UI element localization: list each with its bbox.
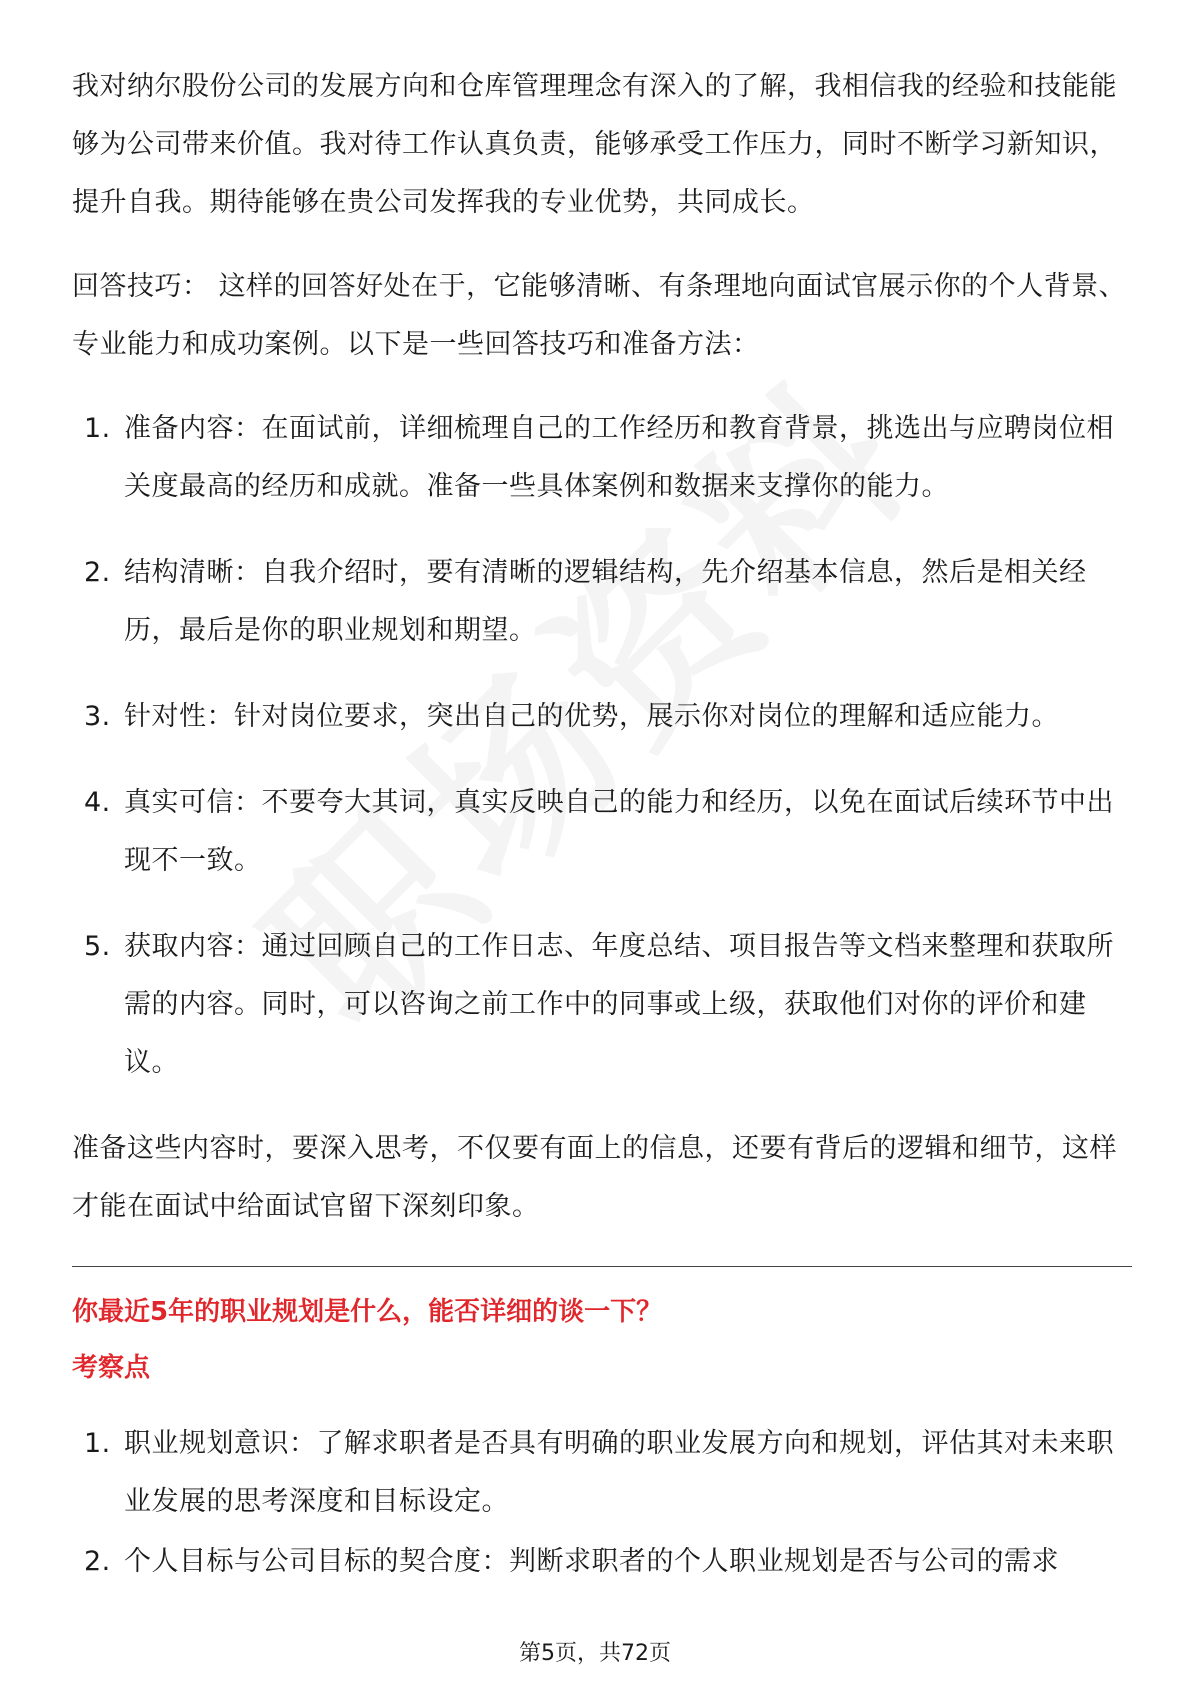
list-item-text: 针对性：针对岗位要求，突出自己的优势，展示你对岗位的理解和适应能力。 [124, 701, 1059, 732]
tips-paragraph: 回答技巧： 这样的回答好处在于，它能够清晰、有条理地向面试官展示你的个人背景、专业能力和成功案例。以下是一些回答技巧和准备方法： [72, 271, 1127, 360]
points-list [72, 1415, 1132, 1591]
list-item-text: 获取内容：通过回顾自己的工作日志、年度总结、项目报告等文档来整理和获取所需的内容。同时，可以咨询之前工作中的同事或上级，获取他们对你的评价和建议。 [124, 931, 1114, 1078]
tips-list [72, 400, 1132, 1092]
list-item [72, 774, 1132, 890]
page-footer: 第5页，共72页 [519, 1641, 671, 1666]
list-item-text: 职业规划意识：了解求职者是否具有明确的职业发展方向和规划，评估其对未来职业发展的思考深度和目标设定。 [124, 1428, 1114, 1517]
list-item-text: 结构清晰：自我介绍时，要有清晰的逻辑结构，先介绍基本信息，然后是相关经历，最后是你的职业规划和期望。 [124, 557, 1087, 646]
list-number: 1. [84, 413, 111, 444]
section-divider [72, 1266, 1132, 1267]
list-item [72, 400, 1132, 516]
closing-paragraph: 准备这些内容时，要深入思考，不仅要有面上的信息，还要有背后的逻辑和细节，这样才能在面试中给面试官留下深刻印象。 [72, 1133, 1117, 1222]
list-item-text: 准备内容：在面试前，详细梳理自己的工作经历和教育背景，挑选出与应聘岗位相关度最高的经历和成就。准备一些具体案例和数据来支撑你的能力。 [124, 413, 1114, 502]
list-number: 4. [84, 787, 111, 818]
list-number: 3. [84, 701, 111, 732]
list-number: 2. [84, 1546, 111, 1577]
page-content [72, 58, 1132, 1593]
list-item-text: 个人目标与公司目标的契合度：判断求职者的个人职业规划是否与公司的需求 [124, 1546, 1059, 1577]
section-label: 考察点 [72, 1353, 151, 1383]
list-item [72, 918, 1132, 1092]
list-item [72, 1533, 1132, 1591]
list-number: 1. [84, 1428, 111, 1459]
list-item [72, 688, 1132, 746]
list-number: 2. [84, 557, 111, 588]
question-heading: 你最近5年的职业规划是什么，能否详细的谈一下？ [72, 1297, 663, 1327]
list-number: 5. [84, 931, 111, 962]
list-item [72, 1415, 1132, 1531]
list-item [72, 544, 1132, 660]
list-item-text: 真实可信：不要夸大其词，真实反映自己的能力和经历，以免在面试后续环节中出现不一致。 [124, 787, 1114, 876]
intro-paragraph: 我对纳尔股份公司的发展方向和仓库管理理念有深入的了解，我相信我的经验和技能能够为公司带来价值。我对待工作认真负责，能够承受工作压力，同时不断学习新知识，提升自我。期待能够在贵公司发挥我的专业优势，共同成长。 [72, 71, 1117, 218]
